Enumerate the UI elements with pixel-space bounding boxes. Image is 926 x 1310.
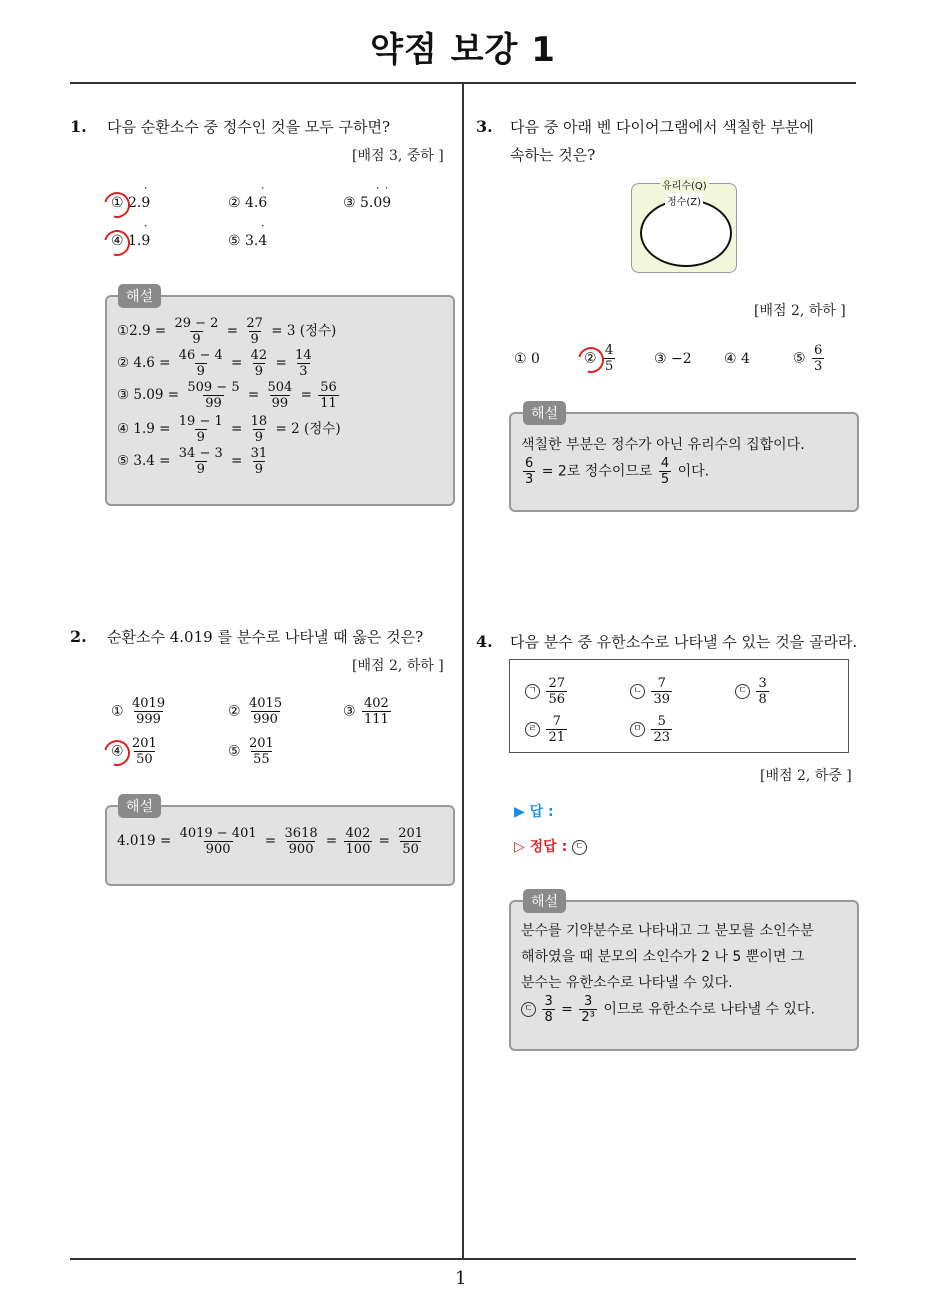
q3-option-5[interactable]: ⑤ $\frac{6}{3}$ xyxy=(793,343,823,374)
q1-solution-tag: 해설 xyxy=(118,284,161,308)
q3-option-1[interactable]: ① 0 xyxy=(514,351,540,367)
q2-option-2[interactable]: ② $\frac{4015}{990}$ xyxy=(228,696,283,727)
q4-item-5: ㅁ $\frac{5}{23}$ xyxy=(630,714,674,745)
question-1-number: 1. xyxy=(70,117,87,136)
question-2-number: 2. xyxy=(70,627,87,646)
q1-option-3[interactable]: ③ 5.˙ 0˙ 9 xyxy=(343,195,391,211)
q2-solution-line: 4.019 = $\frac{4019 - 401}{900}$ = $\frac{3618}{900}$ = $\frac{402}{100}$ = $\frac{201}{50}$ xyxy=(117,826,424,857)
q3-solution-tag: 해설 xyxy=(523,401,566,425)
q2-option-4[interactable]: ④ $\frac{201}{50}$ xyxy=(111,736,157,767)
q4-item-1: ㄱ $\frac{27}{56}$ xyxy=(525,676,569,707)
column-divider xyxy=(462,83,464,1259)
q1-solution-line-4: ④ 1.9 = $\frac{19 - 1}{9}$ = $\frac{18}{9}$ = 2 (정수) xyxy=(117,414,341,445)
question-1-text: 다음 순환소수 중 정수인 것을 모두 구하면? xyxy=(107,118,390,136)
q2-option-5[interactable]: ⑤ $\frac{201}{55}$ xyxy=(228,736,274,767)
q1-solution-line-1: ①2.9 = $\frac{29 - 2}{9}$ = $\frac{27}{9}$ = 3 (정수) xyxy=(117,316,337,347)
page-title: 약점 보강 1 xyxy=(370,30,556,70)
q1-option-5[interactable]: ⑤ 3.˙ 4 xyxy=(228,233,267,249)
q1-option-1[interactable]: ① 2.˙ 9 xyxy=(111,195,150,211)
question-3-number: 3. xyxy=(476,117,493,136)
question-4-number: 4. xyxy=(476,632,493,651)
correct-answer-value: ㄷ xyxy=(572,840,587,855)
question-3-text-line-2: 속하는 것은? xyxy=(510,146,596,164)
q1-option-4[interactable]: ④ 1.˙ 9 xyxy=(111,233,150,249)
q2-option-3[interactable]: ③ $\frac{402}{111}$ xyxy=(343,696,389,727)
q4-solution-line-3: 분수는 유한소수로 나타낼 수 있다. xyxy=(521,975,733,991)
bottom-rule xyxy=(70,1258,856,1260)
q2-option-1[interactable]: ① $\frac{4019}{999}$ xyxy=(111,696,166,727)
q4-item-3: ㄷ $\frac{3}{8}$ xyxy=(735,676,771,707)
q1-solution-line-3: ③ 5.09 = $\frac{509 - 5}{99}$ = $\frac{504}{99}$ = $\frac{56}{11}$ xyxy=(117,380,337,411)
q3-solution-line-2: $\frac{6}{3}$ = 2로 정수이므로 $\frac{4}{5}$ 이다. xyxy=(525,456,710,487)
q1-option-1-check-mark xyxy=(99,187,135,223)
q3-solution-line-1: 색칠한 부분은 정수가 아닌 유리수의 집합이다. xyxy=(521,437,805,453)
q1-solution-line-5: ⑤ 3.4 = $\frac{34 - 3}{9}$ = $\frac{31}{9}$ xyxy=(117,446,268,477)
correct-answer-row xyxy=(514,836,587,856)
q1-option-4-check-mark xyxy=(99,225,135,261)
venn-inner-circle xyxy=(640,199,732,267)
q2-solution-tag: 해설 xyxy=(118,794,161,818)
q3-option-2[interactable]: ② $\frac{4}{5}$ xyxy=(584,343,614,374)
q1-option-2[interactable]: ② 4.˙ 6 xyxy=(228,195,267,211)
q4-solution-line-2: 해하였을 때 분모의 소인수가 2 나 5 뿐이면 그 xyxy=(521,949,805,965)
q3-option-4[interactable]: ④ 4 xyxy=(724,351,750,367)
venn-inner-label: 정수(Z) xyxy=(665,193,703,208)
venn-outer-label: 유리수(Q) xyxy=(660,177,709,192)
q4-item-2: ㄴ $\frac{7}{39}$ xyxy=(630,676,674,707)
q3-option-3[interactable]: ③ −2 xyxy=(654,351,692,367)
question-3-text-line-1: 다음 중 아래 벤 다이어그램에서 색칠한 부분에 xyxy=(510,118,814,136)
question-4-text: 다음 분수 중 유한소수로 나타낼 수 있는 것을 골라라. xyxy=(510,633,858,651)
q4-solution-line-1: 분수를 기약분수로 나타내고 그 분모를 소인수분 xyxy=(521,923,814,939)
question-2-text: 순환소수 4.019 를 분수로 나타낼 때 옳은 것은? xyxy=(107,628,424,646)
q1-solution-line-2: ② 4.6 = $\frac{46 - 4}{9}$ = $\frac{42}{9}$ = $\frac{14}{3}$ xyxy=(117,348,312,379)
page-number: 1 xyxy=(455,1268,467,1289)
q4-solution-line-4: ㄷ $\frac{3}{8}$ = $\frac{3}{\text{2³}}$ 이므로 유한소수로 나타낼 수 있다. xyxy=(521,994,815,1025)
answer-input-label[interactable]: ▶ 답 : xyxy=(514,804,554,820)
question-1-score: [배점 3, 중하 ] xyxy=(352,148,444,164)
correct-answer-label: ▷ 정답 : xyxy=(514,839,568,855)
q4-item-4: ㄹ $\frac{7}{21}$ xyxy=(525,714,569,745)
question-3-score: [배점 2, 하하 ] xyxy=(754,303,846,319)
question-4-score: [배점 2, 하중 ] xyxy=(760,768,852,784)
question-2-score: [배점 2, 하하 ] xyxy=(352,658,444,674)
q4-solution-tag: 해설 xyxy=(523,889,566,913)
